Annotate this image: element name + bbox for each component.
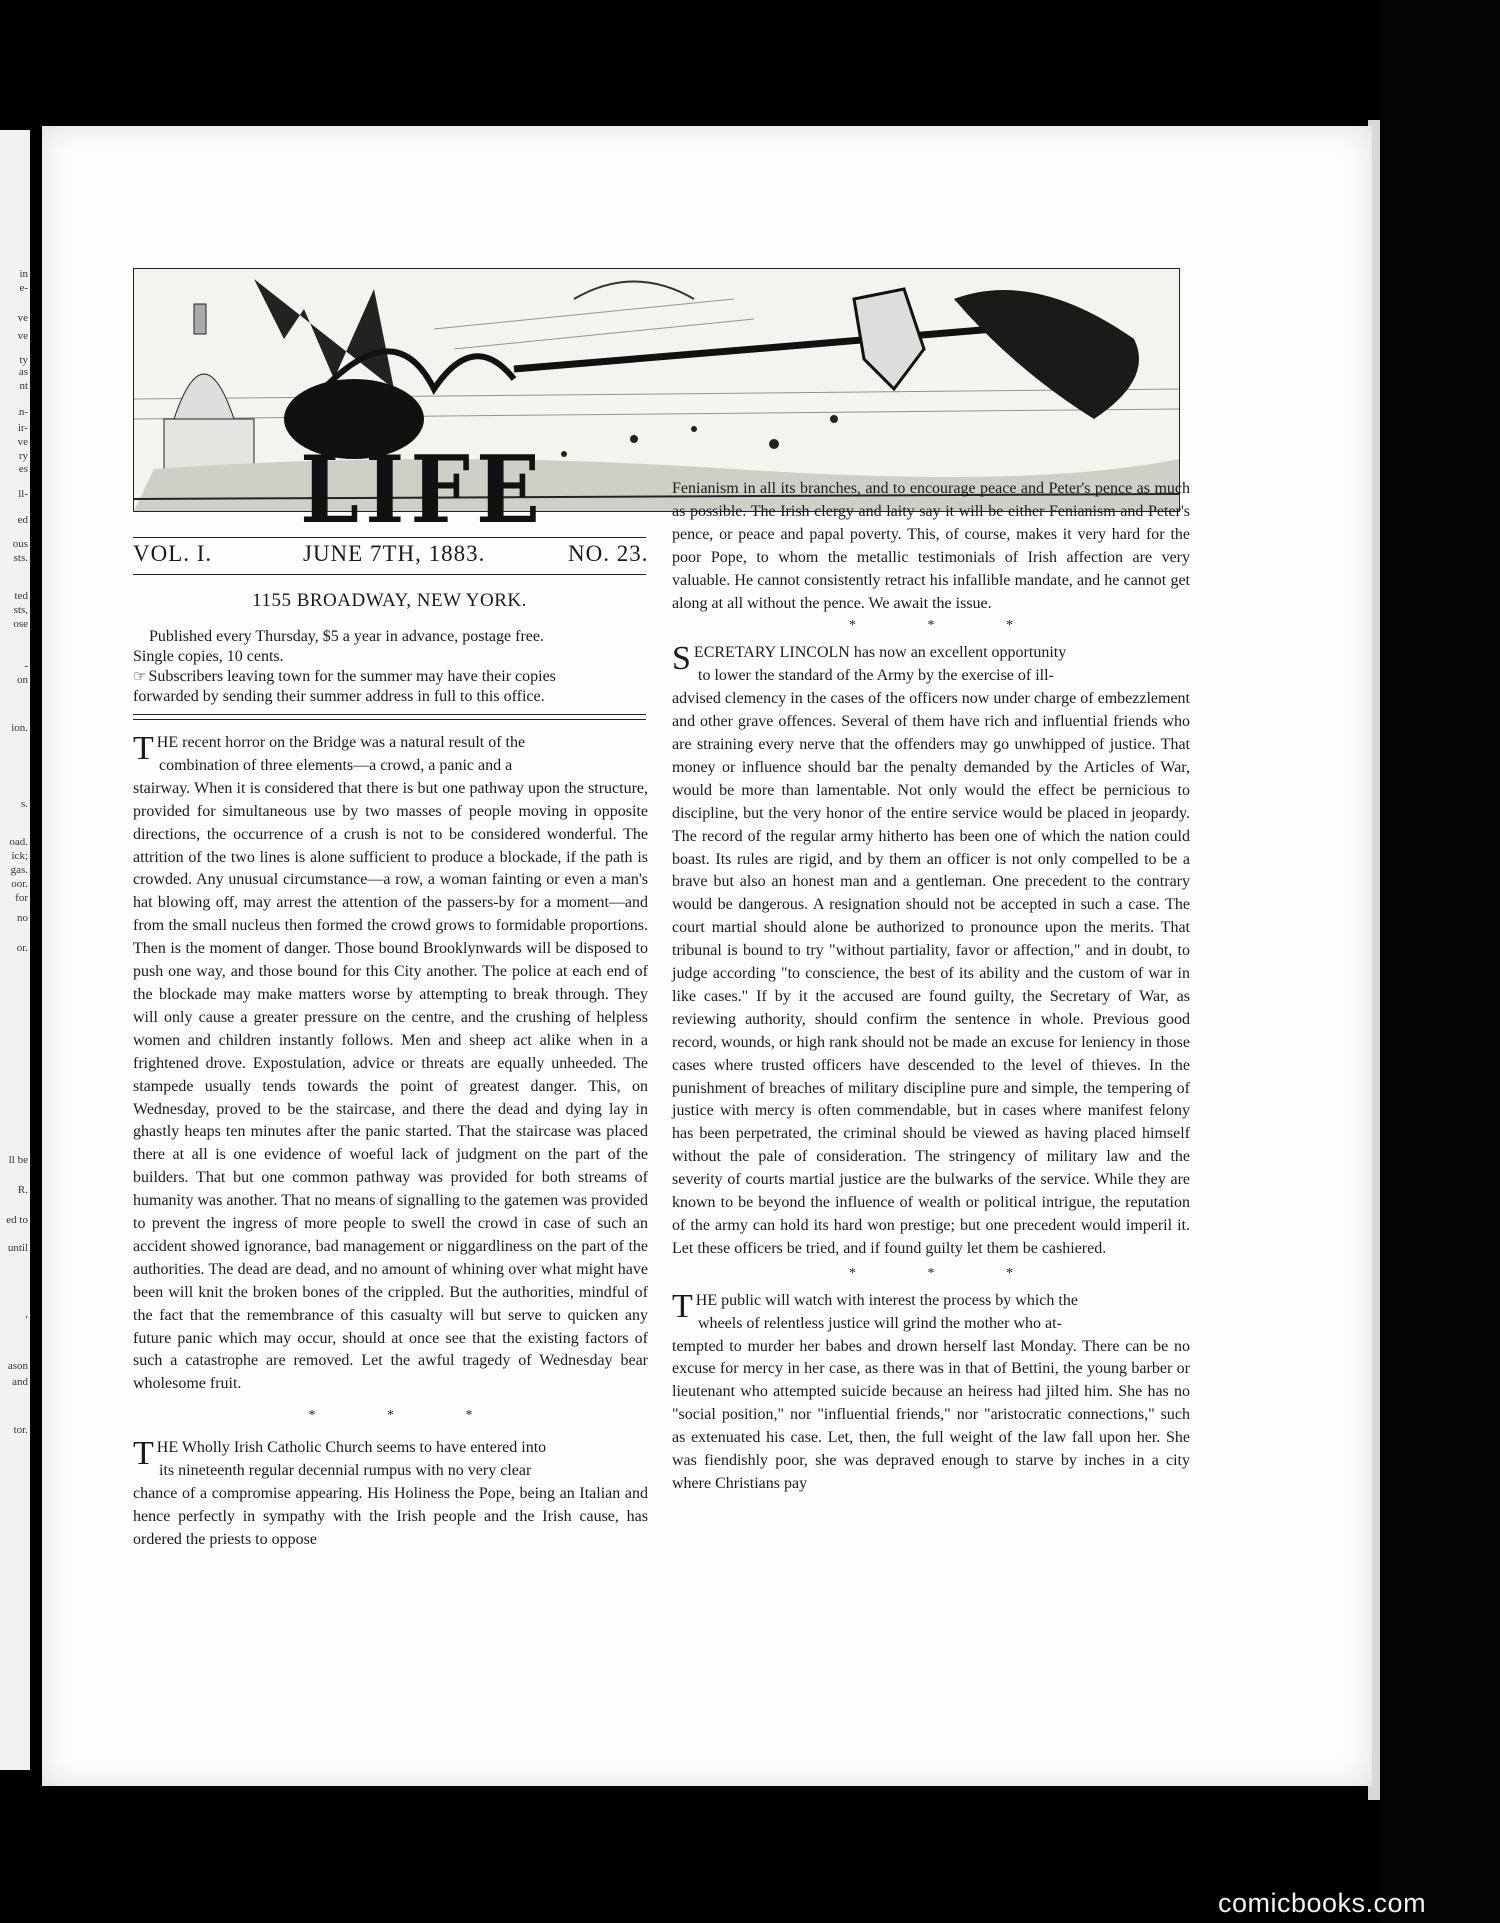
margin-fragment: ick; bbox=[11, 850, 28, 862]
article-irish-first-line: HE Wholly Irish Catholic Church seems to have entered into bbox=[156, 1439, 547, 1457]
margin-fragment: or. bbox=[16, 942, 28, 954]
margin-fragment: , bbox=[25, 1308, 28, 1320]
margin-fragment: for bbox=[15, 892, 28, 904]
divider-rule bbox=[133, 537, 646, 538]
article-bridge-first-line: HE recent horror on the Bridge was a natural result of the bbox=[156, 734, 526, 751]
margin-fragment: tor. bbox=[13, 1424, 28, 1436]
margin-fragment: ason bbox=[7, 1360, 28, 1372]
article-irish bbox=[133, 1437, 648, 1552]
margin-fragment: s. bbox=[20, 798, 28, 810]
margin-fragment: until bbox=[7, 1242, 28, 1254]
margin-fragment: ve bbox=[17, 436, 28, 448]
dropcap: T bbox=[133, 1435, 154, 1473]
margin-fragment: ll- bbox=[18, 488, 28, 500]
margin-fragment: ll be bbox=[8, 1154, 28, 1166]
right-column bbox=[672, 478, 1190, 1496]
article-lincoln bbox=[672, 642, 1190, 1260]
article-mother-first-line: HE public will watch with interest the process by which the bbox=[695, 1291, 1078, 1309]
article-lincoln-second-line: to lower the standard of the Army by the exercise of ill- bbox=[698, 667, 1054, 685]
masthead-title: LIFE bbox=[300, 435, 547, 544]
margin-fragment: R. bbox=[17, 1184, 28, 1196]
margin-fragment: ir- bbox=[17, 422, 28, 434]
pointing-hand-icon: ☞ bbox=[133, 669, 147, 685]
margin-fragment: ry bbox=[18, 450, 28, 462]
article-mother bbox=[672, 1287, 1190, 1496]
dropcap: T bbox=[672, 1287, 693, 1325]
margin-fragment: ion. bbox=[11, 722, 28, 734]
issue-date: JUNE 7TH, 1883. bbox=[303, 541, 486, 566]
masthead-engraving bbox=[134, 269, 1179, 511]
margin-fragment: ose bbox=[13, 618, 28, 630]
divider-rule bbox=[133, 574, 646, 575]
publication-info bbox=[133, 627, 646, 707]
margin-fragment: sts, bbox=[13, 604, 28, 616]
margin-fragment: oor. bbox=[11, 878, 28, 890]
margin-fragment: ed to bbox=[6, 1214, 28, 1226]
article-bridge-second-line: combination of three elements—a crowd, a panic and a bbox=[159, 756, 513, 774]
watermark: comicbooks.com bbox=[1218, 1888, 1427, 1918]
margin-fragment: n- bbox=[18, 406, 28, 418]
margin-fragment: oad. bbox=[9, 836, 28, 848]
article-bridge-body: stairway. When it is considered that there is but one pathway upon the structure, provided for simultaneous use by two masses of people moving in opposite directions, the occurrence of a crush is not to be considered wonderful. The attrition of the two lines is alone sufficient to produce a blockade, if the path is crowded. Any unusual circumstance—a row, a woman fainting or even a man's hat blowing off, may arrest the attention of the passers-by for a moment—and from the small nucleus then formed the crowd grows to formidable proportions. Then is the moment of danger. Those bound Brooklynwards will be disposed to push one way, and those bound for this City another. The police at each end of the blockade may make matters worse by attempting to break through. They will only cause a greater pressure on the centre, and the crushing of helpless women and children instantly follows. Men and sheep act alike when in a frightened drove. Expostulation, advice or threats are equally unheeded. The stampede usually tends towards the point of greatest danger. This, on Wednesday, proved to be the staircase, and there the dead and dying lay in ghastly heaps ten minutes after the panic started. That the staircase was placed there at all is one evidence of woeful lack of judgment on the part of the builders. That but one common pathway was provided for both streams of humanity was another. That no means of signalling to the gatemen was provided to prevent the ingress of more people to swell the crowd in case of such an accident showed ignorance, bad management or niggardliness on the part of the authorities. The dead are dead, and no amount of whining over what might have been will knit the broken bones of the crippled. But the authorities, mindful of the fact that the remembrance of this casualty will but serve to quicken any future panic which may occur, should at once see that the existing factors of such a catastrophe are removed. Let the awful tragedy of Wednesday bear wholesome fruit. bbox=[133, 779, 648, 1393]
issue-number: NO. 23. bbox=[568, 541, 649, 566]
article-lincoln-first-line: ECRETARY LINCOLN has now an excellent opportunity bbox=[693, 644, 1067, 662]
margin-fragment: e- bbox=[19, 282, 28, 294]
divider-rule bbox=[133, 719, 646, 720]
single-copy-price: Single copies, 10 cents. bbox=[133, 648, 284, 665]
masthead-illustration bbox=[133, 268, 1180, 512]
dropcap: S bbox=[672, 640, 691, 678]
summer-notice-line2: forwarded by sending their summer address in full to this office. bbox=[133, 688, 545, 705]
margin-fragment: ve bbox=[17, 312, 28, 324]
article-mother-body: tempted to murder her babes and drown herself last Monday. There can be no excuse for mercy in her case, as there was in that of Bettini, the young barber or lieutenant who attempted suicide because an heiress had jilted him. She has no "social position," nor "influential friends," nor "aristocratic connections," such as extenuated his case. Let, then, the full weight of the law fall upon her. She was fiendishly poor, she was depraved enough to starve by inches in a city where Christians pay bbox=[672, 1337, 1190, 1492]
margin-fragment: - bbox=[24, 660, 28, 672]
margin-fragment: on bbox=[17, 674, 28, 686]
article-irish-continued: Fenianism in all its branches, and to encourage peace and Peter's pence as much as possible. The Irish clergy and laity say it will be either Fenianism and Peter's pence, or peace and papal poverty. This, of course, makes it very hard for the poor Pope, to whom the metallic testimonials of Irish affection are very valuable. He cannot consistently retract his infallible mandate, and he cannot get along at all without the pence. We await the issue. bbox=[672, 480, 1190, 612]
margin-fragment: gas. bbox=[10, 864, 28, 876]
article-irish-second-line: its nineteenth regular decennial rumpus with no very clear bbox=[159, 1462, 532, 1480]
margin-fragment: as bbox=[18, 366, 28, 378]
article-bridge bbox=[133, 732, 648, 1396]
margin-fragment: ous bbox=[12, 538, 28, 550]
margin-fragment: ve bbox=[17, 330, 28, 342]
margin-fragment: nt bbox=[19, 380, 28, 392]
margin-fragment: sts. bbox=[13, 552, 28, 564]
section-separator: * * * bbox=[308, 1408, 507, 1424]
subscription-terms: Published every Thursday, $5 a year in advance, postage free. bbox=[149, 628, 544, 645]
article-irish-body: chance of a compromise appearing. His Holiness the Pope, being an Italian and hence perfectly in sympathy with the Irish people and the Irish cause, has ordered the priests to oppose bbox=[133, 1485, 648, 1548]
article-lincoln-body: advised clemency in the cases of the officers now under charge of embezzlement and other grave offences. Several of them have rich and influential friends who are straining every nerve that the offenders may go unwhipped of justice. That money or influence should bar the penalty demanded by the Articles of War, would be more than lamentable. Not only would the effect be pernicious to discipline, but the very honor of the entire service would be placed in jeopardy. The record of the regular army hitherto has been one of which the nation could boast. Its rules are rigid, and by them an officer is not only compelled to be a brave but also an honest man and a gentleman. One precedent to the contrary would be dangerous. A resignation should not be accepted in such a case. The court martial should alone be authorized to pronounce upon the merits. That tribunal is bound to try "without partiality, favor or affection," and in doubt, to judge according "to conscience, the best of its ability and the custom of war in like cases." If by it the accused are found guilty, the Secretary of War, as reviewing authority, should confirm the sentence in whole. Previous good record, wounds, or high rank should not be made an excuse for leniency in those cases where trusted officers have descended to the level of thieves. In the punishment of breaches of military discipline pure and simple, the tempering of justice with mercy is often commendable, but in cases where manifest felony has been perpetrated, the criminal should be viewed as having placed himself without the pale of consideration. The stringency of military law and the severity of courts martial justice are the bulwarks of the service. While they are known to be beyond the influence of wealth or political intrigue, the reputation of the army can hold its hard won prestige; but one precedent would imperil it. Let these officers be tried, and if found guilty let them be cashiered. bbox=[672, 690, 1190, 1257]
background-edge bbox=[1380, 0, 1500, 1923]
left-column bbox=[133, 732, 648, 1552]
volume-label: VOL. I. bbox=[133, 541, 213, 566]
divider-rule bbox=[133, 714, 646, 715]
summer-notice-line1: Subscribers leaving town for the summer may have their copies bbox=[148, 668, 556, 685]
adjacent-page-margin bbox=[0, 130, 30, 1770]
publisher-address: 1155 BROADWAY, NEW YORK. bbox=[252, 590, 527, 611]
margin-fragment: es bbox=[18, 463, 28, 475]
margin-fragment: ed bbox=[17, 514, 28, 526]
margin-fragment: no bbox=[17, 912, 28, 924]
margin-fragment: and bbox=[12, 1376, 28, 1388]
section-separator: * * * bbox=[849, 1265, 1047, 1281]
issue-line bbox=[133, 541, 649, 571]
dropcap: T bbox=[133, 730, 154, 767]
margin-fragment: in bbox=[19, 268, 28, 280]
section-separator: * * * bbox=[849, 618, 1047, 634]
margin-fragment: ted bbox=[14, 590, 28, 602]
article-mother-second-line: wheels of relentless justice will grind the mother who at- bbox=[698, 1314, 1062, 1332]
margin-fragment: ty bbox=[19, 354, 28, 366]
